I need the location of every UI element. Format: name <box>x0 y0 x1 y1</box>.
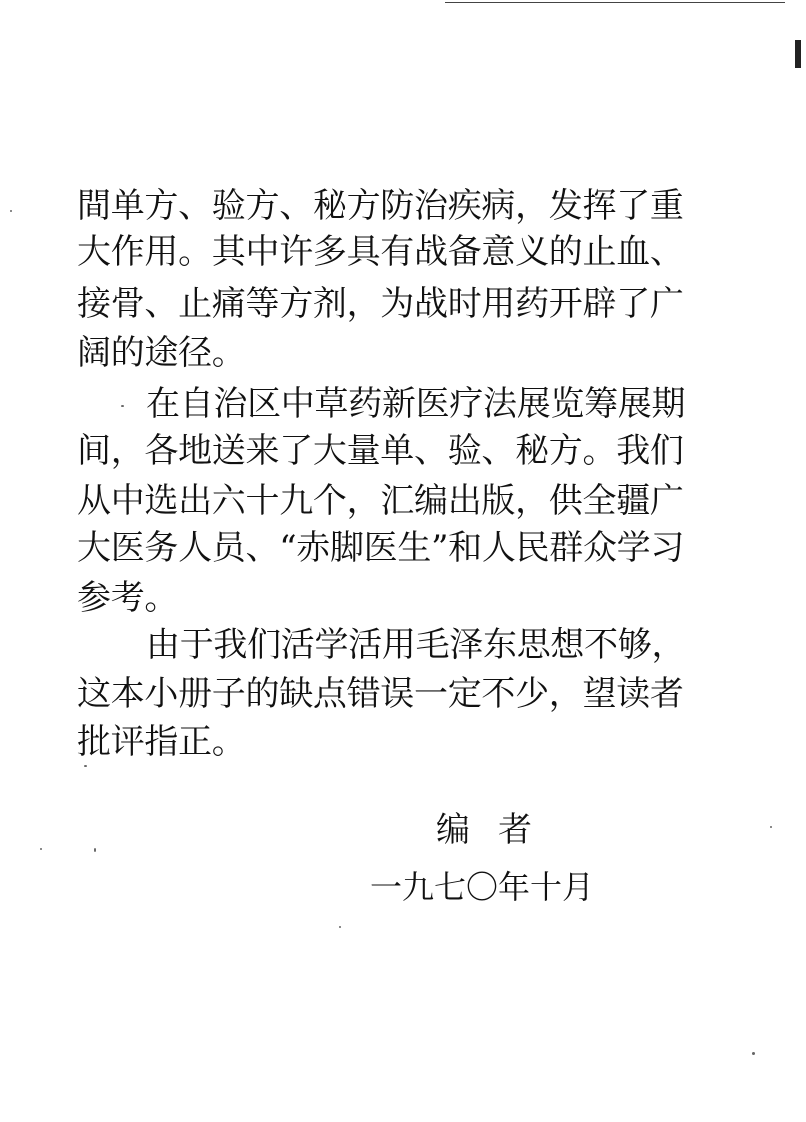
text-line: 大作用。其中许多具有战备意义的止血、 <box>77 232 684 272</box>
scan-speck <box>84 765 87 767</box>
edge-mark <box>795 40 801 68</box>
scan-speck <box>339 926 341 928</box>
top-rule <box>445 2 785 3</box>
text-line: 間单方、验方、秘方防治疾病，发挥了重 <box>77 186 684 226</box>
text-line: 大医务人员、“赤脚医生”和人民群众学习 <box>77 528 685 568</box>
scan-speck <box>40 848 42 850</box>
scan-speck <box>121 405 124 407</box>
text-line: 接骨、止痛等方剂，为战时用药开辟了广 <box>77 284 684 324</box>
text-line: 由于我们活学活用毛泽东思想不够， <box>146 625 686 665</box>
scan-speck <box>752 1052 755 1055</box>
scan-speck <box>94 848 96 852</box>
scan-speck <box>770 826 772 828</box>
text-line: 在自治区中草药新医疗法展览筹展期 <box>146 384 686 424</box>
publication-date: 一九七〇年十月 <box>370 868 595 906</box>
text-line: 从中选出六十九个，汇编出版，供全疆广 <box>77 481 684 521</box>
scan-speck <box>10 210 12 212</box>
editor-signature: 编者 <box>436 810 560 850</box>
text-line: 参考。 <box>77 578 179 618</box>
text-line: 批评指正。 <box>77 722 246 762</box>
text-line: 间，各地送来了大量单、验、秘方。我们 <box>77 431 684 471</box>
text-line: 这本小册子的缺点错误一定不少，望读者 <box>77 674 684 714</box>
text-line: 阔的途径。 <box>77 333 246 373</box>
